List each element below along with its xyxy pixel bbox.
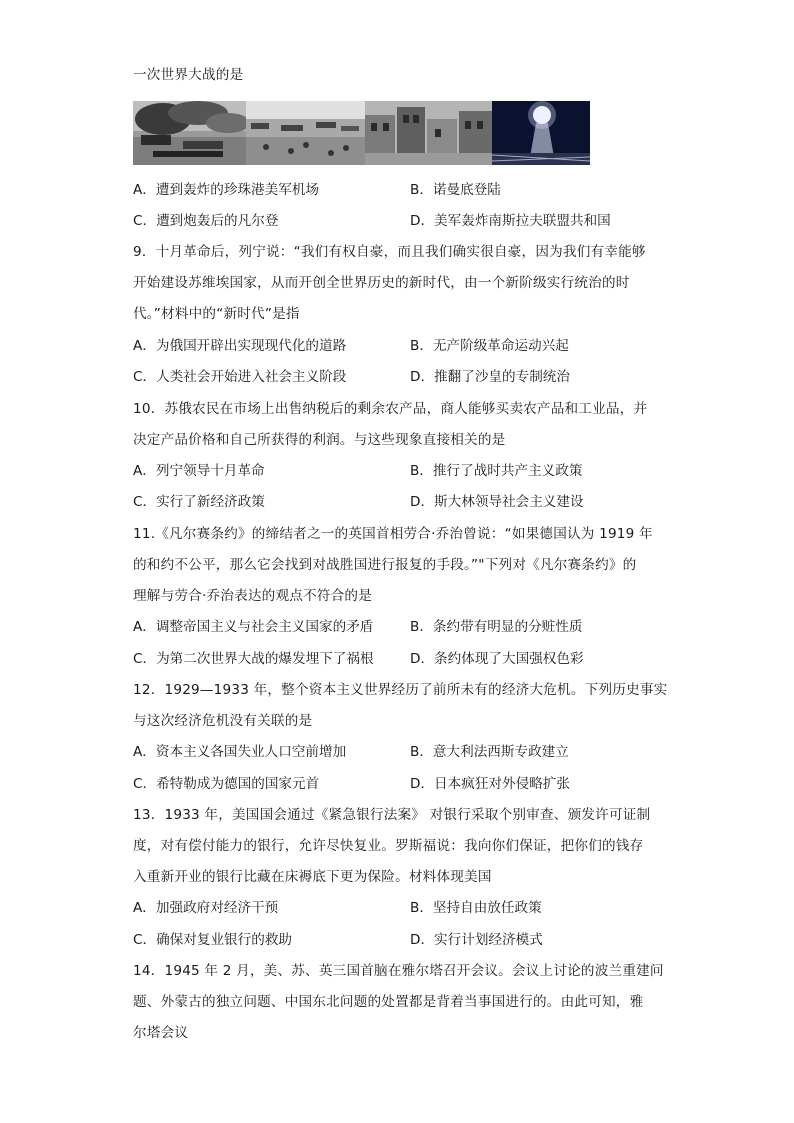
q10-stem-line: 决定产品价格和自己所获得的利润。与这些现象直接相关的是 [133,432,506,448]
q12-stem-line: 与这次经济危机没有关联的是 [133,713,313,729]
q13-option-b[interactable]: B．坚持自由放任政策 [410,900,542,916]
q13-stem-line: 13．1933 年，美国国会通过《紧急银行法案》 对银行采取个别审查、颁发许可证制 [133,807,651,823]
q8-option-d[interactable]: D．美军轰炸南斯拉夫联盟共和国 [410,213,611,229]
q8-option-b[interactable]: B．诺曼底登陆 [410,182,501,198]
q13-option-c[interactable]: C．确保对复业银行的救助 [133,932,293,948]
q9-option-c[interactable]: C．人类社会开始进入社会主义阶段 [133,369,347,385]
q8-option-a[interactable]: A．遭到轰炸的珍珠港美军机场 [133,182,320,198]
q8-stem-tail: 一次世界大战的是 [133,67,244,83]
verdun-ruins-photo [365,101,492,165]
q13-stem-line: 入重新开业的银行比藏在床褥底下更为保险。材料体现美国 [133,869,492,885]
q8-photo-strip [133,101,590,165]
q10-option-d[interactable]: D．斯大林领导社会主义建设 [410,494,584,510]
q13-stem-line: 度，对有偿付能力的银行，允许尽快复业。罗斯福说：我向你们保证，把你们的钱存 [133,838,644,854]
q9-stem-line: 代。”材料中的“新时代”是指 [133,306,300,322]
q11-option-d[interactable]: D．条约体现了大国强权色彩 [410,651,584,667]
normandy-landing-photo [246,101,365,165]
pearl-harbor-photo [133,101,246,165]
q10-option-c[interactable]: C．实行了新经济政策 [133,494,265,510]
q12-option-a[interactable]: A．资本主义各国失业人口空前增加 [133,744,347,760]
q14-stem-line: 题、外蒙古的独立问题、中国东北问题的处置都是背着当事国进行的。由此可知，雅 [133,994,644,1010]
q10-option-a[interactable]: A．列宁领导十月革命 [133,463,265,479]
q13-option-d[interactable]: D．实行计划经济模式 [410,932,543,948]
q11-stem-line: 的和约不公平，那么它会找到对战胜国进行报复的手段。”"下列对《凡尔赛条约》的 [133,557,637,573]
q11-option-c[interactable]: C．为第二次世界大战的爆发埋下了祸根 [133,651,374,667]
q12-option-c[interactable]: C．希特勒成为德国的国家元首 [133,776,320,792]
q9-stem-line: 9．十月革命后，列宁说：“我们有权自豪，而且我们确实很自豪，因为我们有幸能够 [133,244,646,260]
q9-option-d[interactable]: D．推翻了沙皇的专制统治 [410,369,570,385]
q9-option-a[interactable]: A．为俄国开辟出实现现代化的道路 [133,338,347,354]
q14-stem-line: 14．1945 年 2 月，美、苏、英三国首脑在雅尔塔召开会议。会议上讨论的波兰重建问 [133,963,664,979]
q9-option-b[interactable]: B．无产阶级革命运动兴起 [410,338,569,354]
q10-option-b[interactable]: B．推行了战时共产主义政策 [410,463,583,479]
q13-option-a[interactable]: A．加强政府对经济干预 [133,900,279,916]
q9-stem-line: 开始建设苏维埃国家，从而开创全世界历史的新时代，由一个新阶级实行统治的时 [133,275,630,291]
q12-option-d[interactable]: D．日本疯狂对外侵略扩张 [410,776,570,792]
q10-stem-line: 10．苏俄农民在市场上出售纳税后的剩余农产品，商人能够买卖农产品和工业品，并 [133,401,648,417]
bombing-night-photo [492,101,590,165]
q11-stem-line: 11.《凡尔赛条约》的缔结者之一的英国首相劳合·乔治曾说：“如果德国认为 1919 年 [133,526,653,542]
q12-stem-line: 12．1929—1933 年，整个资本主义世界经历了前所未有的经济大危机。下列历史事实 [133,682,668,698]
q11-option-a[interactable]: A．调整帝国主义与社会主义国家的矛盾 [133,619,374,635]
q12-option-b[interactable]: B．意大利法西斯专政建立 [410,744,569,760]
q8-option-c[interactable]: C．遭到炮轰后的凡尔登 [133,213,279,229]
q11-option-b[interactable]: B．条约带有明显的分赃性质 [410,619,583,635]
q14-stem-line: 尔塔会议 [133,1025,189,1041]
q11-stem-line: 理解与劳合·乔治表达的观点不符合的是 [133,588,373,604]
